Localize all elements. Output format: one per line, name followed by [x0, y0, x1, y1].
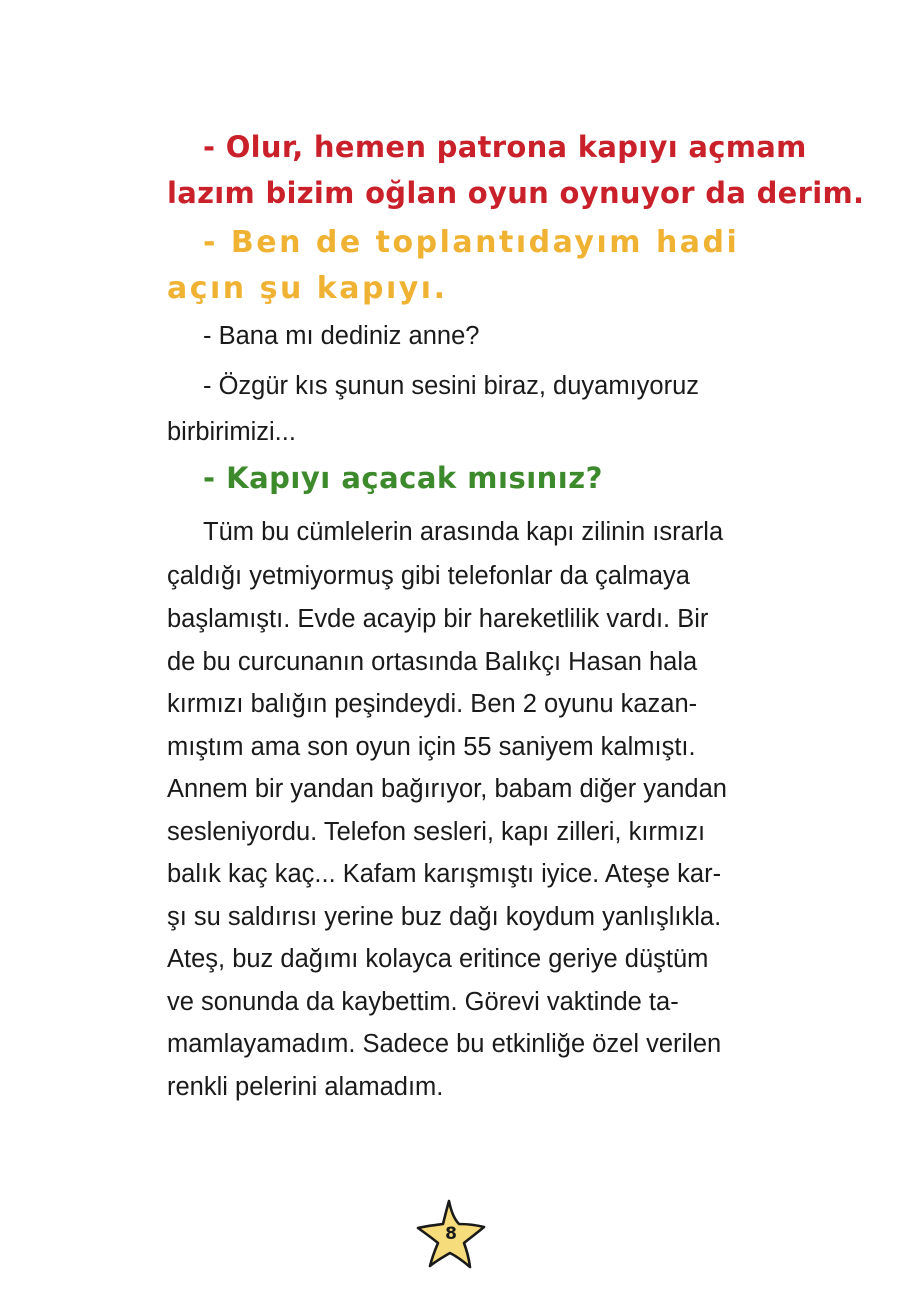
paragraph-line: şı su saldırısı yerine buz dağı koydum yanlışlıkla.: [167, 903, 722, 931]
plain-dialogue-2-line-1: - Özgür kıs şunun sesini biraz, duyamıyoruz: [203, 372, 700, 400]
paragraph-line: Ateş, buz dağımı kolayca eritince geriye düştüm: [167, 945, 709, 973]
red-dialogue-line-1: - Olur, hemen patrona kapıyı açmam: [203, 130, 807, 164]
plain-dialogue-2-line-2: birbirimizi...: [167, 418, 296, 446]
red-dialogue-line-2: lazım bizim oğlan oyun oynuyor da derim.: [167, 176, 865, 210]
paragraph-line: Annem bir yandan bağırıyor, babam diğer yandan: [167, 775, 727, 803]
paragraph-line: mamlayamadım. Sadece bu etkinliğe özel verilen: [167, 1030, 722, 1058]
page-number: 8: [445, 1224, 457, 1244]
paragraph-line: başlamıştı. Evde acayip bir hareketlilik vardı. Bir: [167, 605, 709, 633]
orange-dialogue-line-2: açın şu kapıyı.: [167, 271, 448, 306]
paragraph-line: balık kaç kaç... Kafam karışmıştı iyice. Ateşe kar-: [167, 860, 722, 888]
paragraph-line: Tüm bu cümlelerin arasında kapı zilinin ısrarla: [203, 518, 724, 546]
paragraph-line: ve sonunda da kaybettim. Görevi vaktinde ta-: [167, 988, 679, 1016]
paragraph-line: de bu curcunanın ortasında Balıkçı Hasan hala: [167, 648, 698, 676]
green-dialogue-line: - Kapıyı açacak mısınız?: [203, 461, 603, 495]
plain-dialogue-1: - Bana mı dediniz anne?: [203, 322, 480, 350]
page-number-badge: [414, 1197, 488, 1271]
orange-dialogue-line-1: - Ben de toplantıdayım hadi: [203, 225, 740, 260]
paragraph-line: mıştım ama son oyun için 55 saniyem kalmıştı.: [167, 733, 696, 761]
paragraph-line: çaldığı yetmiyormuş gibi telefonlar da çalmaya: [167, 562, 690, 590]
paragraph-line: kırmızı balığın peşindeydi. Ben 2 oyunu kazan-: [167, 690, 698, 718]
paragraph-line: sesleniyordu. Telefon sesleri, kapı zilleri, kırmızı: [167, 818, 706, 846]
paragraph-line: renkli pelerini alamadım.: [167, 1073, 444, 1101]
